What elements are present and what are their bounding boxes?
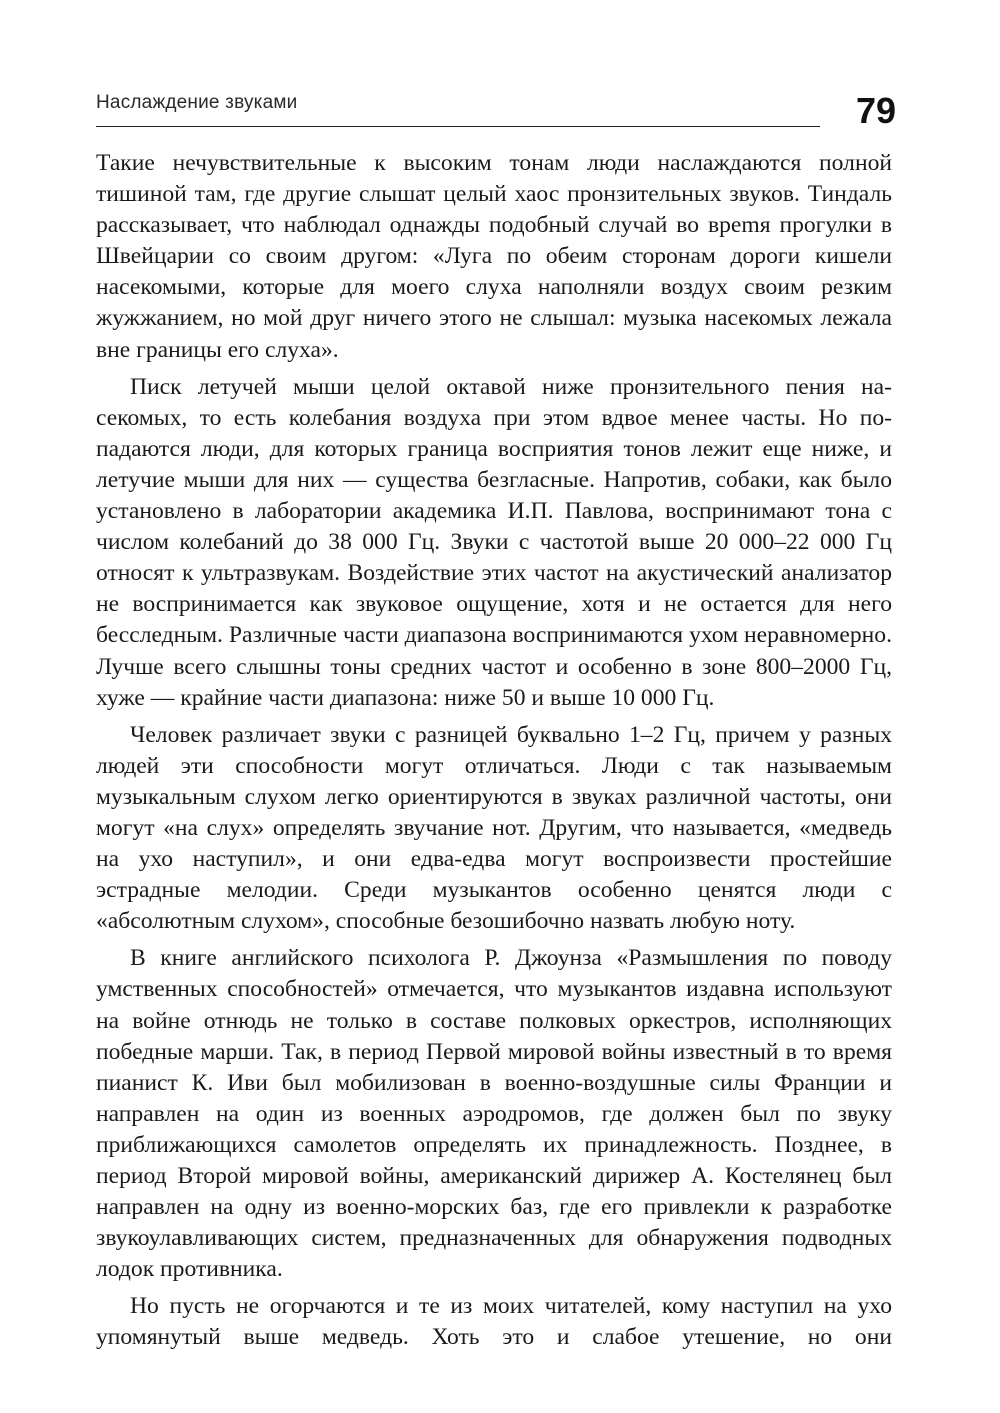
paragraph-4: В книге английского психолога Р. Джоунза «Размышления по поводу умственных способностей» отмечается, что музыкантов издавна используют на войне отнюдь не только в составе полковых оркестров, исполняющих победные марши. Так, в период Первой мировой войны известный в то время пианист К. Иви был мобилизован в военно-воздушные силы Франции и направлен на один из военных аэродромов, где должен был по звуку приближающихся самолетов определять их принадлежность. Позднее, в период Второй мировой войны, американский дирижер А. Костелянец был направлен на одну из военно-морских баз, где его привлекли к разработке звукоулавливающих систем, предназначенных для обнаружения подводных лодок противника. bbox=[96, 945, 892, 1283]
paragraph-2: Писк летучей мыши целой октавой ниже пронзительного пения насекомых, то есть колебания воздуха при этом вдвое менее часты. Но попадаются люди, для которых граница восприятия тонов лежит еще ниже, и летучие мыши для них — существа безгласные. Напротив, собаки, как было установлено в лаборатории академика И.П. Павлова, воспринимают тона с числом колебаний до 38 000 Гц. Звуки с частотой выше 20 000–22 000 Гц относят к ультразвукам. Воздействие этих частот на акустический анализатор не воспринимается как звуковое ощущение, хотя и не остается для него бесследным. Различные части диапазона воспринимаются ухом неравномерно. Лучше всего слышны тоны средних частот и особенно в зоне 800–2000 Гц, хуже — крайние части диапазона: ниже 50 и выше 10 000 Гц. bbox=[96, 373, 892, 711]
running-title: Наслаждение звуками bbox=[96, 92, 298, 113]
paragraph-5: Но пусть не огорчаются и те из моих читателей, кому наступил на ухо упомянутый выше медведь. Хоть это и слабое утешение, но они bbox=[96, 1293, 892, 1351]
page-number: 79 bbox=[855, 90, 896, 131]
header-rule bbox=[96, 126, 820, 127]
paragraph-1: Такие нечувствительные к высоким тонам люди наслаждаются полной тишиной там, где другие слышат целый хаос пронзительных звуков. Тиндаль рассказывает, что наблюдал однажды подобный случай во вреmя прогулки в Швейцарии со своим другом: «Луга по обеим сторонам дороги кишели насекомыми, которые для моего слуха наполняли воздух своим резким жужжанием, но мой друг ничего этого не слышал: музыка насекомых лежала вне границы его слуха». bbox=[96, 150, 892, 363]
paragraph-3: Человек различает звуки с разницей буквально 1–2 Гц, причем у разных людей эти способности могут отличаться. Люди с так называемым музыкальным слухом легко ориентируются в звуках различной частоты, они могут «на слух» определять звучание нот. Другим, что называется, «медведь на ухо наступил», и они едва-едва могут воспроизвести простейшие эстрадные мелодии. Среди музыкантов особенно ценятся люди с «абсолютным слухом», способные безошибочно назвать любую ноту. bbox=[96, 721, 892, 935]
body-text bbox=[96, 148, 892, 1354]
